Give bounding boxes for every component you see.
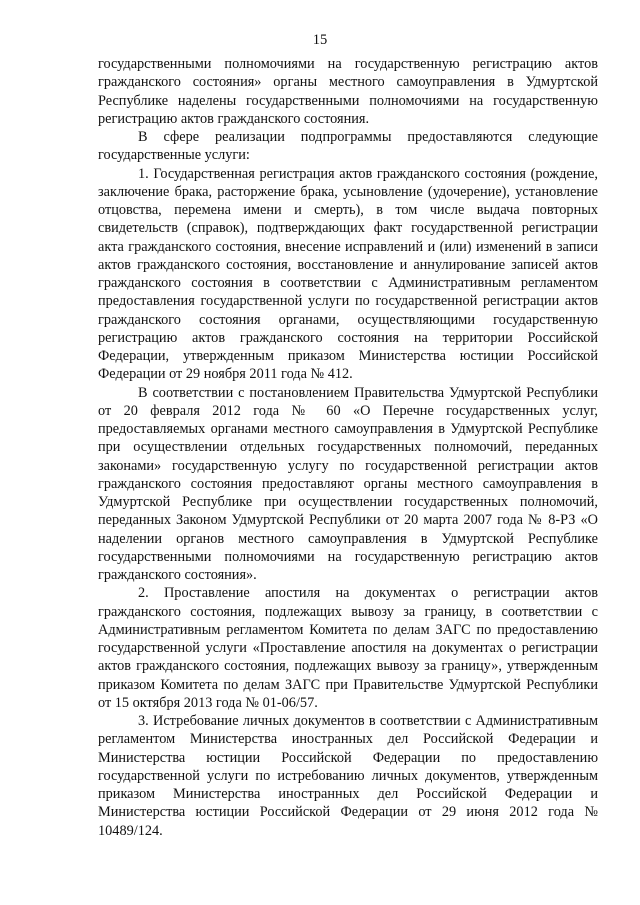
paragraph-service-3: 3. Истребование личных документов в соответствии с Административным регламентом Министерства иностранных дел Российской Федерации и Министерства юстиции Российской Федерации по предоставлению государственной услуги по истребованию личных документов, утвержденным приказом Министерства иностранных дел Российской Федерации и Министерства юстиции Российской Федерации от 29 июня 2012 года № 10489/124. — [98, 713, 598, 839]
paragraph-continuation: государственными полномочиями на государственную регистрацию актов гражданского состояния» органы местного самоуправления в Удмуртской Республике наделены государственными полномочиями на государственную регистрацию актов гражданского состояния. — [98, 56, 598, 127]
page-number: 15 — [312, 32, 328, 48]
paragraph-service-1: 1. Государственная регистрация актов гражданского состояния (рождение, заключение брака, расторжение брака, усыновление (удочерение), установление отцовства, перемена имени и смерть), в том числе выдача повторных свидетельств (справок), подтверждающих факт государственной регистрации акта гражданского состояния, внесение исправлений и (или) изменений в записи актов гражданского состояния, восстановление и аннулирование записей актов гражданского состояния в соответствии с Административным регламентом предоставления государственной услуги по государственной регистрации актов гражданского состояния органами, осуществляющими государственную регистрацию актов гражданского состояния на территории Российской Федерации, утвержденным приказом Министерства юстиции Российской Федерации от 29 ноября 2011 года № 412. — [98, 165, 598, 383]
paragraph-service-2: 2. Проставление апостиля на документах о регистрации актов гражданского состояния, подлежащих вывозу за границу, в соответствии с Административным регламентом Комитета по делам ЗАГС по предоставлению государственной услуги «Проставление апостиля на документах о регистрации актов гражданского состояния, подлежащих вывозу за границу», утвержденным приказом Комитета по делам ЗАГС при Правительстве Удмуртской Республики от 15 октября 2013 года № 01-06/57. — [98, 585, 598, 711]
paragraph-services-intro: В сфере реализации подпрограммы предоставляются следующие государственные услуги: — [98, 129, 598, 164]
document-body — [98, 55, 598, 840]
paragraph-resolution: В соответствии с постановлением Правительства Удмуртской Республики от 20 февраля 2012 года № 60 «О Перечне государственных услуг, предоставляемых органами местного самоуправления в Удмуртской Республике при осуществлении отдельных государственных полномочий, переданных законами» государственную услугу по государственной регистрации актов гражданского состояния предоставляют органы местного самоуправления в Удмуртской Республике при осуществлении государственных полномочий, переданных Законом Удмуртской Республики от 20 марта 2007 года № 8-РЗ «О наделении органов местного самоуправления в Удмуртской Республике государственными полномочиями на государственную регистрацию актов гражданского состояния». — [98, 384, 598, 583]
